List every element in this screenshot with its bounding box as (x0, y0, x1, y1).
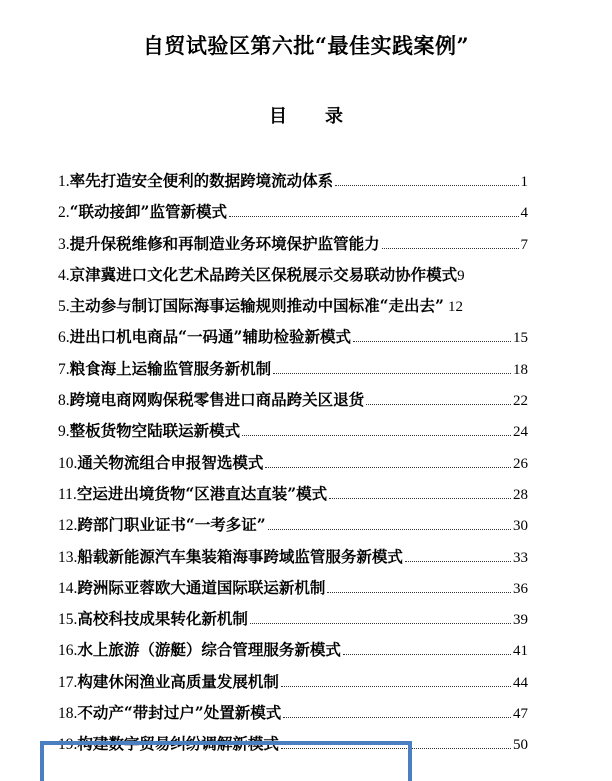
toc-entry-number: 6. (58, 329, 70, 347)
toc-entry-title: “联动接卸”监管新模式 (69, 202, 227, 222)
toc-entry-page: 36 (513, 580, 528, 597)
toc-entry-page: 1 (520, 174, 528, 190)
toc-entry-number: 10. (58, 454, 78, 472)
toc-entry-number: 12. (58, 517, 78, 535)
toc-entry-page: 39 (513, 612, 528, 629)
dot-leader (382, 236, 519, 249)
toc-entry-11[interactable] (58, 482, 528, 513)
toc-entry-number: 18. (58, 705, 78, 723)
toc-entry-title: 提升保税维修和再制造业务环境保护监管能力 (69, 233, 380, 253)
toc-entry-page: 33 (513, 549, 528, 566)
toc-entry-1[interactable] (58, 169, 528, 200)
toc-entry-number: 4. (58, 266, 70, 284)
toc-list (58, 169, 528, 764)
document-title: 自贸试验区第六批“最佳实践案例” (142, 33, 470, 58)
toc-entry-title: 构建数字贸易纠纷调解新模式 (77, 734, 279, 754)
toc-entry-page: 24 (513, 424, 528, 441)
toc-entry-9[interactable] (58, 419, 528, 450)
toc-entry-page: 4 (520, 205, 528, 222)
dot-leader (265, 455, 511, 468)
toc-entry-number: 13. (58, 548, 78, 566)
dot-leader (335, 173, 518, 186)
toc-entry-number: 19. (58, 736, 78, 754)
dot-leader (283, 705, 511, 718)
dot-leader (281, 674, 511, 687)
toc-entry-number: 2. (58, 204, 70, 222)
toc-entry-page: 30 (513, 518, 528, 535)
toc-entry-16[interactable] (58, 638, 528, 669)
toc-entry-title: 跨部门职业证书“一考多证” (77, 515, 266, 535)
toc-entry-2[interactable] (58, 200, 528, 231)
toc-entry-number: 16. (58, 642, 78, 660)
toc-entry-title: 船载新能源汽车集装箱海事跨域监管服务新模式 (77, 546, 403, 566)
toc-entry-10[interactable] (58, 451, 528, 482)
toc-entry-number: 15. (58, 611, 78, 629)
toc-entry-17[interactable] (58, 670, 528, 701)
toc-entry-page: 41 (513, 643, 528, 660)
toc-entry-title: 粮食海上运输监管服务新机制 (69, 358, 272, 378)
toc-entry-page: 22 (513, 393, 528, 410)
toc-entry-page: 47 (513, 706, 528, 723)
dot-leader (242, 423, 511, 436)
toc-entry-15[interactable] (58, 607, 528, 638)
toc-entry-5[interactable] (58, 294, 528, 325)
toc-entry-number: 7. (58, 360, 70, 378)
toc-entry-title: 主动参与制订国际海事运输规则推动中国标准“走出去” (69, 296, 444, 316)
toc-entry-14[interactable] (58, 576, 528, 607)
toc-entry-title: 构建休闲渔业高质量发展机制 (77, 671, 279, 691)
toc-heading (0, 102, 612, 128)
toc-entry-title: 整板货物空陆联运新模式 (69, 421, 241, 441)
toc-entry-number: 17. (58, 673, 78, 691)
dot-leader (405, 549, 511, 562)
toc-entry-page: 12 (447, 299, 463, 316)
toc-entry-page: 15 (513, 330, 528, 347)
toc-entry-title: 水上旅游（游艇）综合管理服务新模式 (77, 640, 341, 660)
dot-leader (329, 486, 511, 499)
toc-heading-right: 录 (325, 106, 343, 127)
toc-entry-18[interactable] (58, 701, 528, 732)
dot-leader (366, 392, 511, 405)
toc-entry-12[interactable] (58, 513, 528, 544)
dot-leader (229, 204, 519, 217)
toc-entry-title: 率先打造安全便利的数据跨境流动体系 (69, 171, 334, 190)
toc-entry-page: 28 (513, 486, 528, 503)
toc-entry-title: 空运进出境货物“区港直达直装”模式 (76, 483, 328, 503)
toc-entry-page: 18 (513, 361, 528, 378)
toc-heading-left: 目 (269, 106, 287, 127)
toc-entry-number: 1. (58, 173, 70, 190)
toc-entry-title: 不动产“带封过户”处置新模式 (77, 703, 282, 723)
toc-entry-6[interactable] (58, 325, 528, 356)
toc-entry-title: 高校科技成果转化新机制 (77, 609, 248, 629)
toc-entry-title: 京津冀进口文化艺术品跨关区保税展示交易联动协作模式 (69, 264, 458, 284)
toc-entry-number: 14. (58, 579, 78, 597)
toc-entry-title: 跨境电商网购保税零售进口商品跨关区退货 (69, 390, 365, 410)
dot-leader (250, 611, 511, 624)
toc-entry-page: 44 (513, 674, 528, 691)
dot-leader (273, 361, 511, 374)
toc-entry-number: 3. (58, 235, 70, 253)
toc-entry-title: 进出口机电商品“一码通”辅助检验新模式 (69, 327, 351, 347)
toc-entry-8[interactable] (58, 388, 528, 419)
toc-entry-13[interactable] (58, 545, 528, 576)
toc-entry-title: 跨洲际亚蓉欧大通道国际联运新机制 (77, 577, 326, 597)
dot-leader (327, 580, 511, 593)
toc-entry-page: 9 (457, 267, 465, 284)
toc-entry-page: 50 (513, 737, 528, 754)
toc-entry-7[interactable] (58, 357, 528, 388)
toc-entry-number: 5. (58, 298, 70, 316)
toc-entry-number: 8. (58, 392, 70, 410)
dot-leader (343, 642, 511, 655)
toc-entry-3[interactable] (58, 232, 528, 263)
dot-leader (268, 517, 511, 530)
toc-entry-page: 7 (520, 236, 528, 253)
selection-highlight (40, 741, 412, 781)
dot-leader (353, 329, 511, 342)
toc-entry-number: 11. (58, 485, 77, 503)
toc-entry-4[interactable] (58, 263, 528, 294)
toc-entry-number: 9. (58, 423, 70, 441)
toc-entry-page: 26 (513, 455, 528, 472)
toc-entry-title: 通关物流组合申报智选模式 (77, 452, 264, 472)
